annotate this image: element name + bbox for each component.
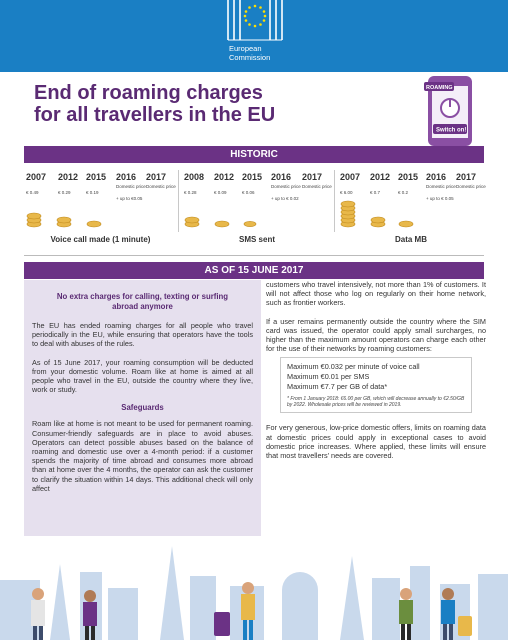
year-cell — [398, 172, 424, 195]
coin-stacks-sms — [182, 204, 332, 228]
max-data: Maximum €7.7 per GB of data* — [287, 382, 388, 392]
voice-group — [24, 166, 177, 256]
year: 2012 — [370, 172, 391, 182]
ec-name — [229, 44, 270, 62]
year: 2008 — [184, 172, 205, 182]
sms-group — [182, 166, 332, 256]
phone-label-bottom: Switch on! — [436, 127, 467, 134]
june-heading: AS OF 15 JUNE 2017 — [24, 262, 484, 279]
year: 2007 — [340, 172, 361, 182]
domestic-label: Domestic price — [146, 184, 176, 189]
city-skyline-illustration — [0, 536, 508, 640]
data-group — [338, 166, 484, 256]
year: 2017 — [456, 172, 477, 182]
ec-name-line2: Commission — [229, 53, 271, 62]
price: € 0.09 — [214, 190, 227, 195]
price: € 0.19 — [86, 190, 99, 195]
year-cell — [214, 172, 240, 195]
domestic-label: Domestic price — [426, 184, 456, 189]
year: 2016 — [116, 172, 137, 182]
data-label: Data MB — [394, 235, 427, 244]
price: € 0.49 — [26, 190, 39, 195]
year: 2016 — [271, 172, 292, 182]
year-cell — [86, 172, 112, 195]
price: € 0.29 — [58, 190, 71, 195]
year-cell — [184, 172, 210, 195]
paragraph: Roam like at home is not meant to be used for permanent roaming. Consumer-friendly safeguards are in place to avoid abuses. Operators can detect possible abuses based on the balance of roaming and domestic use over a 4-month period: if a customer spends the majority of time abroad and consumes more abroad than at home over the 4 months, the operator can ask the customer to clarify the situation within 14 days. This additional check will only affect — [32, 419, 253, 493]
title-line2: for all travellers in the EU — [34, 104, 276, 126]
title-line1: End of roaming charges — [34, 82, 263, 104]
year-cell — [116, 172, 146, 201]
phone-label-top: ROAMING — [426, 85, 453, 91]
price: + up to € 0.05 — [426, 196, 454, 201]
year: 2012 — [214, 172, 235, 182]
price: + up to € 0.02 — [271, 196, 299, 201]
year: 2007 — [26, 172, 47, 182]
domestic-label: Domestic price — [116, 184, 146, 189]
paragraph: The EU has ended roaming charges for all people who travel periodically in the EU, while ensuring that operators have the tools to deal with abuses of the rules. — [32, 321, 253, 349]
year: 2017 — [302, 172, 323, 182]
page-title — [34, 82, 404, 126]
year: 2016 — [426, 172, 447, 182]
divider — [334, 170, 335, 232]
year: 2015 — [398, 172, 419, 182]
year-cell — [271, 172, 301, 201]
surcharge-box — [280, 357, 472, 413]
price: € 0.2 — [398, 190, 409, 195]
subheading-no-charges: No extra charges for calling, texting or surfing abroad anymore — [56, 292, 229, 311]
year-cell — [370, 172, 396, 195]
year: 2017 — [146, 172, 167, 182]
right-column — [266, 280, 486, 460]
year-cell — [146, 172, 176, 189]
footnote: * From 1 January 2018: €6.00 per GB, which will decrease annually to €2.50/GB by 2022. Wholesale prices will be reviewed in 2019. — [287, 396, 465, 409]
year-cell — [242, 172, 268, 195]
price: € 0.06 — [242, 190, 255, 195]
domestic-label: Domestic price — [302, 184, 332, 189]
paragraph: customers who travel intensively, not more than 1% of customers. It will not affect those who log on regularly on their home network, such as frontier workers. — [266, 280, 486, 308]
subheading-safeguards: Safeguards — [121, 403, 164, 413]
sms-label: SMS sent — [238, 235, 275, 244]
domestic-label: Domestic price — [271, 184, 301, 189]
max-sms: Maximum €0.01 per SMS — [287, 372, 370, 382]
coin-stacks-data — [338, 196, 484, 228]
price: € 0.7 — [370, 190, 381, 195]
year-cell — [302, 172, 332, 189]
historic-heading: HISTORIC — [24, 146, 484, 163]
year: 2012 — [58, 172, 79, 182]
price: € 0.28 — [184, 190, 197, 195]
phone-illustration — [420, 74, 478, 148]
year-cell — [26, 172, 52, 195]
historic-table — [24, 166, 484, 256]
paragraph: If a user remains permanently outside the country where the SIM card was issued, the operator could apply small surcharges, no higher than the maximum amount operators can charge each other for the use of their networks by roaming customers: — [266, 316, 486, 354]
year-cell — [456, 172, 486, 189]
price: + up to €0.05 — [116, 196, 143, 201]
year: 2015 — [86, 172, 107, 182]
header-bar — [0, 0, 508, 72]
year-cell — [58, 172, 84, 195]
price: € 6.00 — [340, 190, 353, 195]
paragraph: As of 15 June 2017, your roaming consumption will be deducted from your domestic volume. Roam like at home is aimed at all people who travel in the EU, outside the country where they live, work or study. — [32, 357, 253, 395]
ec-name-line1: European — [229, 44, 262, 53]
domestic-label: Domestic price — [456, 184, 486, 189]
coin-stacks-voice — [24, 204, 174, 228]
year-cell — [340, 172, 366, 195]
year: 2015 — [242, 172, 263, 182]
divider — [178, 170, 179, 232]
max-voice: Maximum €0.032 per minute of voice call — [287, 362, 420, 372]
left-column — [24, 280, 261, 536]
paragraph: For very generous, low-price domestic offers, limits on roaming data at domestic prices could apply in exceptional cases to avoid domestic price increases. Where applied, these limits will ensure that most travellers' needs are covered. — [266, 423, 486, 461]
voice-label: Voice call made (1 minute) — [50, 235, 151, 244]
